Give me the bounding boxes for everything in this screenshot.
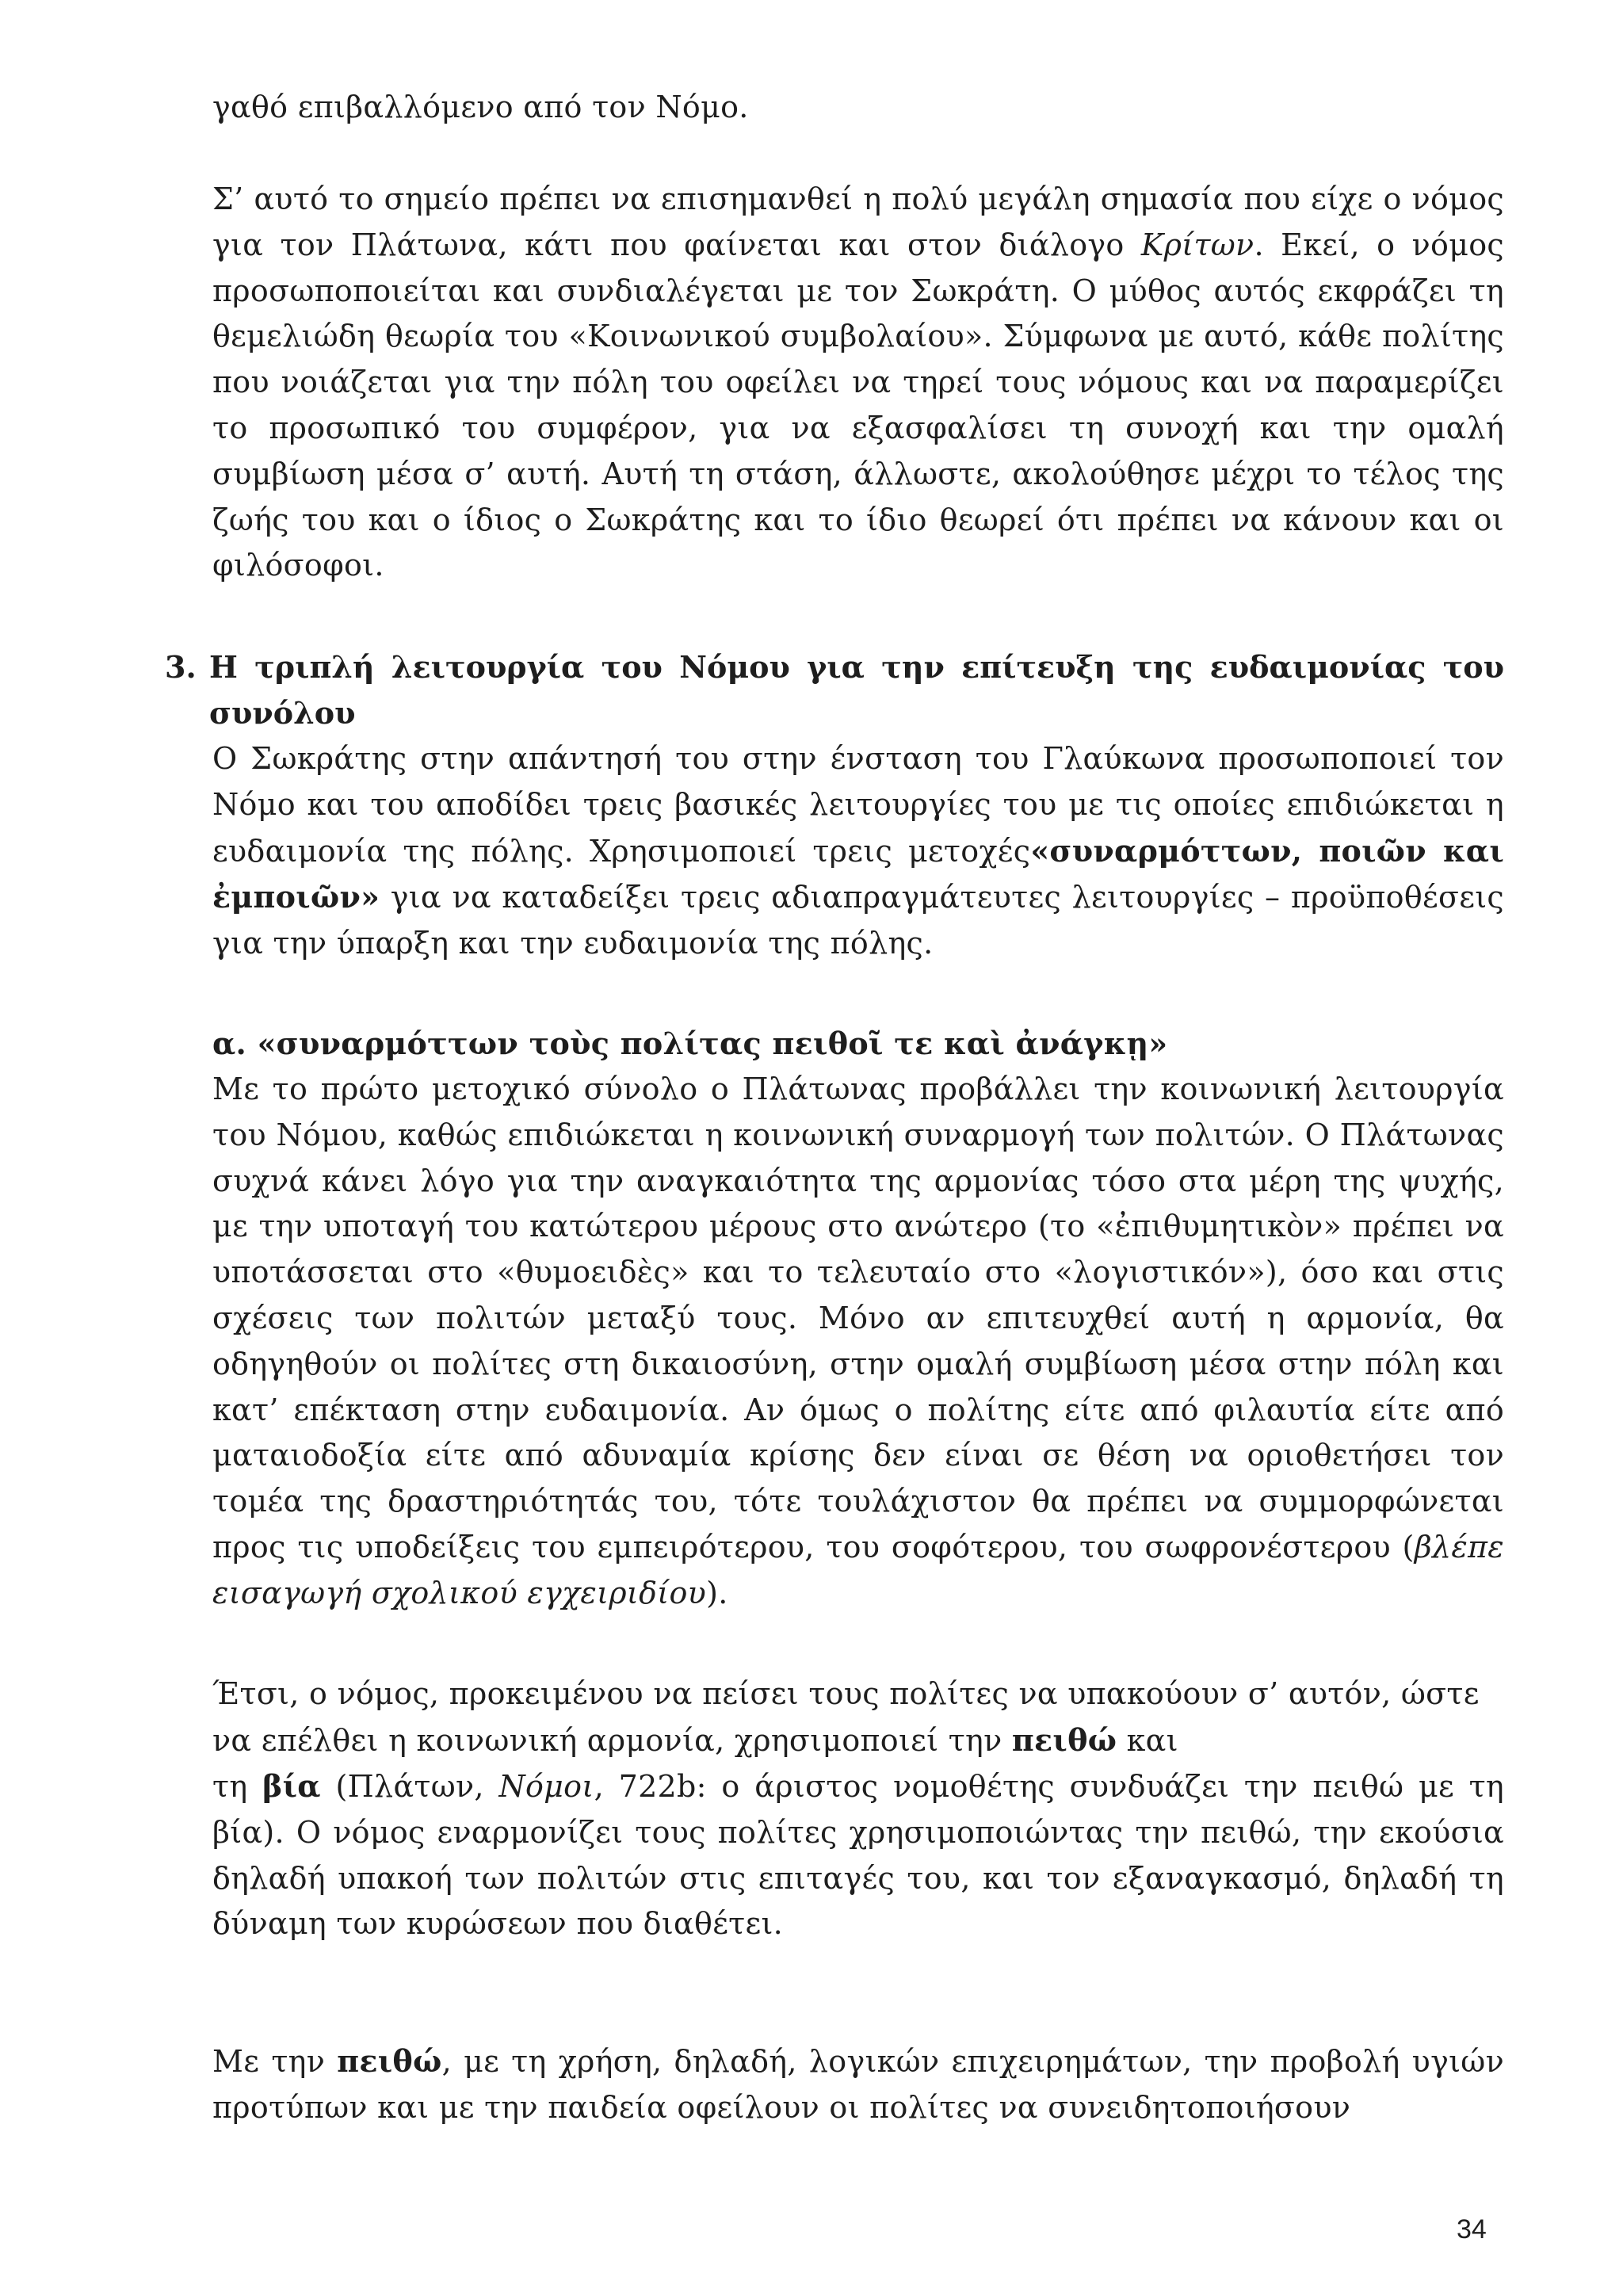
intro-line: γαθό επιβαλλόμενο από τον Νόμο.	[212, 90, 749, 124]
paragraph-law-importance	[212, 177, 1504, 589]
paragraph-text: . Εκεί, ο νόμος προσωποποιείται και συνδιαλέγεται με τον Σωκράτη. Ο μύθος αυτός εκφράζει τη θεμελιώδη θεωρία του «Κοινωνικού συμβολαίου». Σύμφωνα με αυτό, κάθε πολίτης που νοιάζεται για την πόλη του οφείλει να τηρεί τους νόμους και να παραμερίζει το προσωπικό του συμφέρον, για να εξασφαλίσει τη συνοχή και την ομαλή συμβίωση μέσα σ’ αυτή. Αυτή τη στάση, άλλωστε, ακολούθησε μέχρι το τέλος της ζωής του και ο ίδιος ο Σωκράτης και το ίδιο θεωρεί ότι πρέπει να κάνουν και οι φιλόσοφοι.	[212, 227, 1504, 583]
keyword-persuasion: πειθώ	[337, 2043, 442, 2079]
paragraph-text: ).	[706, 1575, 728, 1610]
paragraph-text: , 722b: ο άριστος νομοθέτης συνδυάζει την πειθώ με τη βία). Ο νόμος εναρμονίζει τους πολίτες χρησιμοποιώντας την πειθώ, την εκούσια δηλαδή υπακοή των πολιτών στις επιταγές του, και τον εξαναγκασμό, δηλαδή τη δύναμη των κυρώσεων που διαθέτει.	[212, 1769, 1504, 1942]
paragraph-text: Με το πρώτο μετοχικό σύνολο ο Πλάτωνας προβάλλει την κοινωνική λειτουργία του Νόμου, καθώς επιδιώκεται η κοινωνική συναρμογή των πολιτών. Ο Πλάτωνας συχνά κάνει λόγο για την αναγκαιότητα της αρμονίας τόσο στα μέρη της ψυχής, με την υποταγή του κατώτερου μέρους στο ανώτερο (το «ἐπιθυμητικὸν» πρέπει να υποτάσσεται στο «θυμοειδὲς» και το τελευταίο στο «λογιστικόν»), όσο και στις σχέσεις των πολιτών μεταξύ τους. Μόνο αν επιτευχθεί αυτή η αρμονία, θα οδηγηθούν οι πολίτες στη δικαιοσύνη, στην ομαλή συμβίωση μέσα στην πόλη και κατ’ επέκταση στην ευδαιμονία. Αν όμως ο πολίτης είτε από φιλαυτία είτε από ματαιοδοξία είτε από αδυναμία κρίσης δεν είναι σε θέση να οριοθετήσει τον τομέα της δραστηριότητάς του, τότε τουλάχιστον θα πρέπει να συμμορφώνεται προς τις υποδείξεις του εμπειρότερου, του σοφότερου, του σωφρονέστερου (	[212, 1072, 1504, 1564]
paragraph-text: Έτσι, ο νόμος, προκειμένου να πείσει τους πολίτες να υπακούουν σ’ αυτόν, ώστε να επέλθει η κοινωνική αρμονία, χρησιμοποιεί την	[212, 1676, 1480, 1758]
paragraph-text: τη	[212, 1769, 263, 1804]
subsection-a-heading: α. «συναρμόττων τοὺς πολίτας πειθοῖ τε καὶ ἀνάγκῃ»	[212, 1026, 1168, 1061]
subsection-a-body	[212, 1067, 1504, 1617]
keyword-persuasion: πειθώ	[1011, 1721, 1117, 1758]
keyword-force: βία	[262, 1768, 321, 1804]
paragraph-text: , με τη χρήση, δηλαδή, λογικών επιχειρημάτων, την προβολή υγιών προτύπων και με την παιδεία οφείλουν οι πολίτες να συνειδητοποιήσουν	[212, 2044, 1504, 2125]
page-number: 34	[1457, 2214, 1487, 2244]
paragraph-text: Με την	[212, 2044, 338, 2079]
paragraph-text: Σ’ αυτό το σημείο πρέπει να επισημανθεί η πολύ μεγάλη σημασία που είχε ο νόμος για τον Πλάτωνα, κάτι που φαίνεται και στον διάλογο	[212, 181, 1504, 262]
paragraph-text: και	[1117, 1722, 1178, 1758]
dialogue-title: Κρίτων	[1140, 227, 1254, 262]
work-title: Νόμοι	[498, 1769, 594, 1804]
section-number: 3.	[165, 649, 197, 685]
paragraph-persuasion-force-line1	[212, 1671, 1504, 1764]
paragraph-text: Ο Σωκράτης στην απάντησή του στην ένσταση του Γλαύκωνα προσωποποιεί τον Νόμο και του αποδίδει τρεις βασικές λειτουργίες του με τις οποίες επιδιώκεται η ευδαιμονία της πόλης. Χρησιμοποιεί τρεις μετοχές	[212, 741, 1504, 869]
section-3-heading	[165, 644, 1504, 736]
paragraph-persuasion-force	[212, 1763, 1504, 1947]
section-3-body	[212, 736, 1504, 967]
section-title: Η τριπλή λειτουργία του Νόμου για την επίτευξη της ευδαιμονίας του συνόλου	[209, 649, 1504, 731]
paragraph-text: για να καταδείξει τρεις αδιαπραγμάτευτες λειτουργίες – προϋποθέσεις για την ύπαρξη και την ευδαιμονία της πόλης.	[212, 880, 1504, 961]
reference-note: βλέπε εισαγωγή σχολικού εγχειριδίου	[212, 1529, 1504, 1610]
paragraph-persuasion-means	[212, 2038, 1504, 2131]
participles-quote: «συναρμόττων, ποιῶν και ἐμποιῶν»	[212, 832, 1505, 915]
paragraph-text: (Πλάτων,	[320, 1769, 499, 1804]
